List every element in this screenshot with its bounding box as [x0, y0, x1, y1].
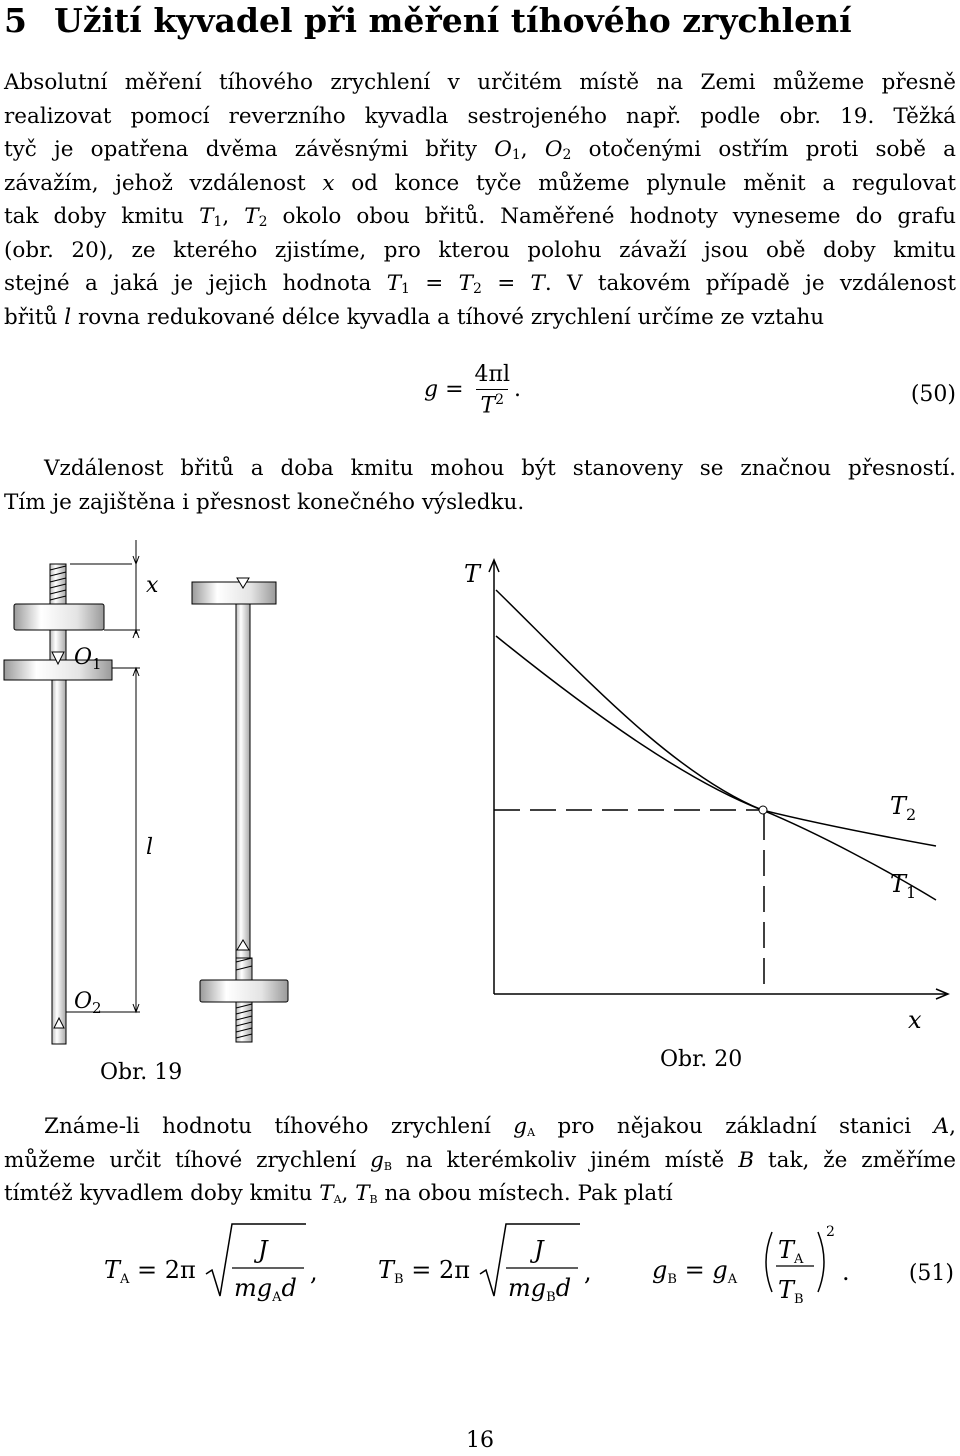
figure-20-graph	[460, 552, 960, 1082]
text-line: realizovat pomocí reverzního kyvadla sestrojeného např. podle obr. 19. Těžká	[4, 103, 956, 129]
eq50-lhs: g =	[424, 377, 464, 403]
pendulum-right	[192, 578, 288, 1042]
figure-19-pendulum	[0, 530, 460, 1090]
svg-text:mgBd: $mg_Bd$	[508, 1274, 572, 1305]
svg-text:TA: $T_A$	[778, 1236, 804, 1267]
label-O1: $O_1$	[74, 645, 102, 673]
curve-T1	[496, 590, 936, 900]
intersection-point	[759, 806, 767, 814]
text-line: můžeme určit tíhové zrychlení $g_B$ na kterémkoliv jiném místě B tak, že změříme	[4, 1147, 957, 1173]
axis-label-T: T	[464, 560, 481, 588]
label-x: x	[146, 573, 159, 598]
text-line: tímtéž kyvadlem doby kmitu $T_A$, $T_B$ na obou místech. Pak platí	[4, 1181, 673, 1206]
paragraph-intro	[4, 66, 956, 334]
svg-text:TB = 2π: $T_B = 2\pi$	[378, 1256, 470, 1287]
eq50-fraction	[471, 362, 515, 418]
equation-50-number: (50)	[910, 382, 956, 407]
paragraph-relative	[4, 1110, 956, 1211]
eq50-numerator: 4πl	[474, 362, 511, 387]
svg-text:TA = 2π: $T_A = 2\pi$	[104, 1256, 196, 1287]
page-number: 16	[466, 1428, 494, 1453]
text-line: stejné a jaká je jejich hodnota $T_1 = T_2 = T$. V takovém případě je vzdálenost	[4, 271, 956, 297]
equation-51	[0, 1218, 960, 1308]
label-O2: $O_2$	[74, 989, 102, 1017]
text-line: tak doby kmitu $T_1$, $T_2$ okolo obou břitů. Naměřené hodnoty vyneseme do grafu	[4, 204, 956, 230]
text-line: (obr. 20), ze kterého zjistíme, pro kterou polohu závaží jsou obě doby kmitu	[4, 237, 956, 263]
label-l: l	[146, 835, 154, 860]
curve-label-T2: $T_2$	[890, 792, 917, 824]
equation-50: g = $\frac{4\pi l}{T^2}$ .	[424, 362, 522, 419]
svg-text:2: 2	[826, 1224, 835, 1240]
text-line: Vzdálenost břitů a doba kmitu mohou být stanoveny se značnou přesností.	[44, 456, 956, 481]
svg-text:J: J	[258, 1236, 268, 1264]
axis-label-x: x	[908, 1006, 922, 1034]
svg-text:,: ,	[584, 1258, 592, 1286]
dimension-l	[66, 668, 140, 1012]
section-number: 5	[4, 1, 27, 40]
svg-text:TB: $T_B$	[778, 1276, 804, 1307]
svg-text:gB = gA: $g_B = g_A$	[652, 1256, 738, 1287]
text-line: závažím, jehož vzdálenost x od konce tyče můžeme plynule měnit a regulovat	[4, 170, 956, 196]
svg-text:mgAd: $mg_Ad$	[234, 1274, 297, 1305]
curve-label-T1: $T_1$	[890, 870, 917, 902]
svg-text:J: J	[534, 1236, 544, 1264]
paragraph-precision	[4, 452, 956, 519]
axes	[489, 560, 948, 999]
svg-text:.: .	[842, 1258, 850, 1286]
text-line: Absolutní měření tíhového zrychlení v určitém místě na Zemi můžeme přesně	[4, 70, 956, 95]
section-title: Užití kyvadel při měření tíhového zrychlení	[54, 1, 852, 40]
eq50-denominator: $T^2$	[476, 389, 508, 418]
caption-fig20: Obr. 20	[660, 1047, 743, 1072]
text-line: Známe-li hodnotu tíhového zrychlení $g_A$ pro nějakou základní stanici A,	[44, 1114, 956, 1139]
svg-text:,: ,	[310, 1258, 318, 1286]
text-line: Tím je zajištěna i přesnost konečného výsledku.	[4, 489, 525, 515]
caption-fig19: Obr. 19	[100, 1060, 183, 1085]
text-line: břitů l rovna redukované délce kyvadla a tíhové zrychlení určíme ze vztahu	[4, 304, 825, 330]
equation-51-number: (51)	[908, 1261, 954, 1286]
text-line: tyč je opatřena dvěma závěsnými břity $O_1$, $O_2$ otočenými ostřím proti sobě a	[4, 137, 956, 163]
curve-T2	[496, 636, 936, 846]
section-heading	[4, 0, 956, 42]
pendulum-left	[4, 564, 112, 1044]
